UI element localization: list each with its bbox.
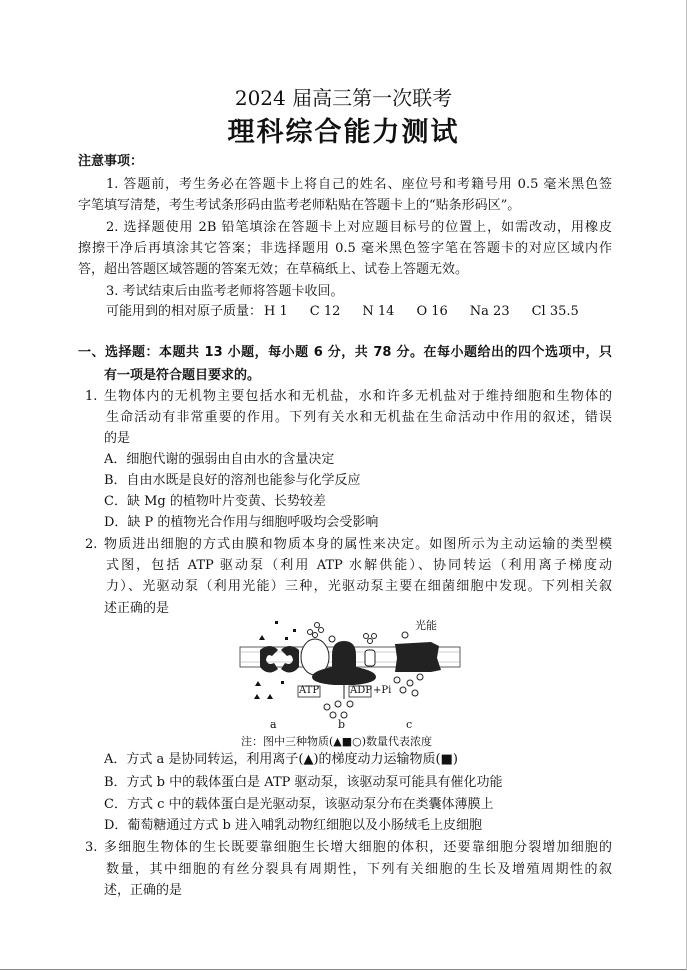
option-b: B．自由水既是良好的溶剂也能参与化学反应 [104, 473, 361, 488]
pi-label: +Pi [373, 685, 392, 696]
light-energy-label: 光能 [415, 619, 437, 632]
option-a: A．方式 a 是协同转运，利用离子(▲)的梯度动力运输物质(■) [104, 752, 458, 767]
label-c: c [406, 718, 413, 731]
mass-label: 可能用到的相对原子质量： [106, 304, 263, 319]
notes-heading: 注意事项： [78, 154, 144, 169]
option-b: B．方式 b 中的载体蛋白是 ATP 驱动泵，该驱动泵可能具有催化功能 [104, 775, 503, 790]
membrane-figure [225, 615, 485, 750]
mass-item: O 16 [416, 304, 448, 319]
question-number: 2. [85, 537, 98, 552]
question-text: 的是 [104, 431, 131, 446]
option-c: C．方式 c 中的载体蛋白是光驱动泵，该驱动泵分布在类囊体薄膜上 [104, 797, 494, 812]
mass-item: H 1 [264, 304, 288, 319]
exam-subtitle: 理科综合能力测试 [227, 117, 460, 148]
note-line: 擦擦干净后再填涂其它答案；非选择题用 0.5 毫米黑色签字笔在答题卡的对应区域内作 [78, 241, 612, 256]
note-line: 字笔填写清楚，考生考试条形码由监考老师粘贴在答题卡上的“贴条形码区”。 [78, 198, 521, 213]
section-heading: 一、选择题：本题共 13 小题，每小题 6 分，共 78 分。在每小题给出的四个选项中，只 [78, 345, 612, 360]
option-d: D．葡萄糖通过方式 b 进入哺乳动物红细胞以及小肠绒毛上皮细胞 [104, 818, 483, 833]
note-line: 2. 选择题使用 2B 铅笔填涂在答题卡上对应题目标号的位置上，如需改动，用橡皮 [106, 220, 612, 235]
option-a: A．细胞代谢的强弱由自由水的含量决定 [104, 452, 335, 467]
mass-item: C 12 [309, 304, 341, 319]
question-text: 生命活动有非常重要的作用。下列有关水和无机盐在生命活动中作用的叙述，错误 [106, 410, 612, 425]
note-line: 答，超出答题区域答题的答案无效；在草稿纸上、试卷上答题无效。 [78, 262, 469, 277]
mass-item: Na 23 [469, 304, 510, 319]
note-line: 3. 考试结束后由监考老师将答题卡收回。 [106, 284, 344, 299]
question-number: 1. [85, 389, 98, 404]
transport-diagram [225, 615, 485, 750]
option-d: D．缺 P 的植物光合作用与细胞呼吸均会受影响 [104, 515, 379, 530]
atp-label: ATP [299, 685, 320, 696]
question-text: 式图，包括 ATP 驱动泵（利用 ATP 水解供能）、协同转运（利用离子梯度动 [106, 558, 612, 573]
question-text: 生物体内的无机物主要包括水和无机盐，水和许多无机盐对于维持细胞和生物体的 [104, 389, 612, 404]
question-text: 力）、光驱动泵（利用光能）三种，光驱动泵主要在细菌细胞中发现。下列相关叙 [106, 579, 612, 594]
label-a: a [270, 718, 277, 731]
note-line: 1. 答题前，考生务必在答题卡上将自己的姓名、座位号和考籍号用 0.5 毫米黑色签 [106, 177, 612, 192]
exam-title: 2024 届高三第一次联考 [234, 86, 453, 110]
section-heading: 有一项是符合题目要求的。 [104, 368, 261, 383]
label-b: b [338, 718, 346, 731]
question-text: 述，正确的是 [104, 883, 183, 898]
mass-item: N 14 [362, 304, 395, 319]
adp-label: ADP [350, 685, 372, 696]
question-text: 多细胞生物体的生长既要靠细胞生长增大细胞的体积，还要靠细胞分裂增加细胞的 [104, 840, 612, 855]
mass-item: Cl 35.5 [531, 304, 579, 319]
question-text: 数量，其中细胞的有丝分裂具有周期性，下列有关细胞的生长及增殖周期性的叙 [106, 862, 612, 877]
option-c: C．缺 Mg 的植物叶片变黄、长势较差 [104, 494, 326, 509]
question-number: 3. [85, 840, 98, 855]
question-text: 述正确的是 [104, 601, 170, 616]
atomic-masses [106, 303, 601, 321]
question-text: 物质进出细胞的方式由膜和物质本身的属性来决定。如图所示为主动运输的类型模 [104, 537, 612, 552]
figure-caption: 注：图中三种物质(▲■○)数量代表浓度 [241, 735, 433, 748]
